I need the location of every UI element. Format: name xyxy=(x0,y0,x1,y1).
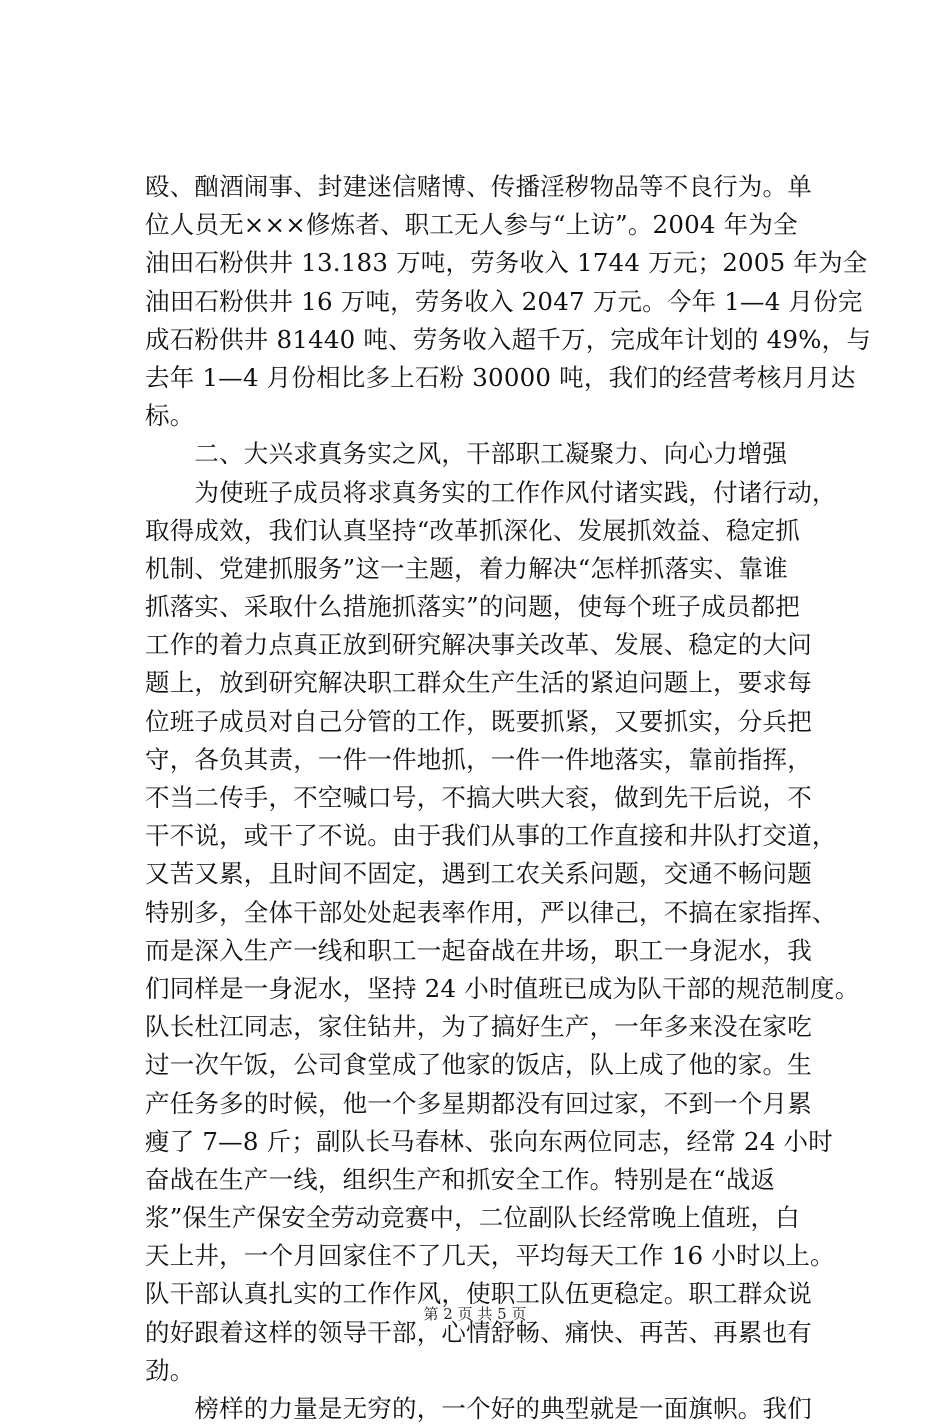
text-line: 天上井，一个月回家住不了几天，平均每天工作 16 小时以上。 xyxy=(145,1241,835,1271)
text-line: 油田石粉供井 16 万吨，劳务收入 2047 万元。今年 1—4 月份完 xyxy=(145,286,863,316)
text-line: 去年 1—4 月份相比多上石粉 30000 吨，我们的经营考核月月达 xyxy=(145,362,856,392)
text-line: 油田石粉供井 13.183 万吨，劳务收入 1744 万元；2005 年为全 xyxy=(145,248,868,278)
text-line: 奋战在生产一线，组织生产和抓安全工作。特别是在“战返 xyxy=(145,1164,776,1194)
text-line: 劲。 xyxy=(145,1355,195,1385)
text-line: 不当二传手，不空喊口号，不搞大哄大衮，做到先干后说，不 xyxy=(145,783,812,812)
text-line: 二、大兴求真务实之风，干部职工凝聚力、向心力增强 xyxy=(145,439,788,469)
text-line: 瘦了 7—8 斤；副队长马春林、张向东两位同志，经常 24 小时 xyxy=(145,1126,833,1156)
text-line: 题上，放到研究解决职工群众生产生活的紧迫问题上，要求每 xyxy=(145,668,812,698)
text-line: 标。 xyxy=(145,401,195,431)
text-line: 特别多，全体干部处处起表率作用，严以律己，不搞在家指挥、 xyxy=(145,897,837,927)
text-line: 工作的着力点真正放到研究解决事关改革、发展、稳定的大问 xyxy=(145,630,812,660)
text-line: 产任务多的时候，他一个多星期都没有回过家，不到一个月累 xyxy=(145,1088,812,1118)
text-line: 取得成效，我们认真坚持“改革抓深化、发展抓效益、稳定抓 xyxy=(145,515,800,545)
text-line: 榜样的力量是无穷的，一个好的典型就是一面旗帜。我们 xyxy=(145,1394,812,1423)
page-footer: 第 2 页 共 5 页 xyxy=(423,1305,527,1323)
text-line: 干不说，或干了不说。由于我们从事的工作直接和井队打交道， xyxy=(145,821,837,851)
text-line: 殴、酗酒闹事、封建迷信赌博、传播淫秽物品等不良行为。单 xyxy=(145,172,812,201)
text-line: 而是深入生产一线和职工一起奋战在井场，职工一身泥水，我 xyxy=(145,935,812,965)
text-line: 为使班子成员将求真务实的工作作风付诸实践，付诸行动， xyxy=(145,477,837,507)
body-text xyxy=(145,168,872,1428)
text-line: 队干部认真扎实的工作作风，使职工队伍更稳定。职工群众说 xyxy=(145,1279,812,1309)
text-line: 过一次午饭，公司食堂成了他家的饭店，队上成了他的家。生 xyxy=(145,1050,812,1080)
text-line: 成石粉供井 81440 吨、劳务收入超千万，完成年计划的 49%，与 xyxy=(145,324,872,354)
text-line: 位班子成员对自己分管的工作，既要抓紧，又要抓实，分兵把 xyxy=(145,706,812,736)
text-line: 位人员无×××修炼者、职工无人参与“上访”。2004 年为全 xyxy=(145,210,798,240)
text-line: 们同样是一身泥水，坚持 24 小时值班已成为队干部的规范制度。 xyxy=(145,973,860,1003)
text-line: 又苦又累，且时间不固定，遇到工农关系问题，交通不畅问题 xyxy=(145,859,812,889)
text-line: 守，各负其责，一件一件地抓，一件一件地落实，靠前指挥， xyxy=(145,744,812,774)
text-line: 抓落实、采取什么措施抓落实”的问题，使每个班子成员都把 xyxy=(145,592,800,622)
text-line: 机制、党建抓服务”这一主题，着力解决“怎样抓落实、靠谁 xyxy=(145,553,788,583)
text-line: 的好跟着这样的领导干部，心情舒畅、痛快、再苦、再累也有 xyxy=(145,1317,812,1347)
text-line: 队长杜江同志，家住钻井，为了搞好生产，一年多来没在家吃 xyxy=(145,1012,812,1042)
text-line: 浆”保生产保安全劳动竞赛中，二位副队长经常晚上值班，白 xyxy=(145,1203,800,1233)
